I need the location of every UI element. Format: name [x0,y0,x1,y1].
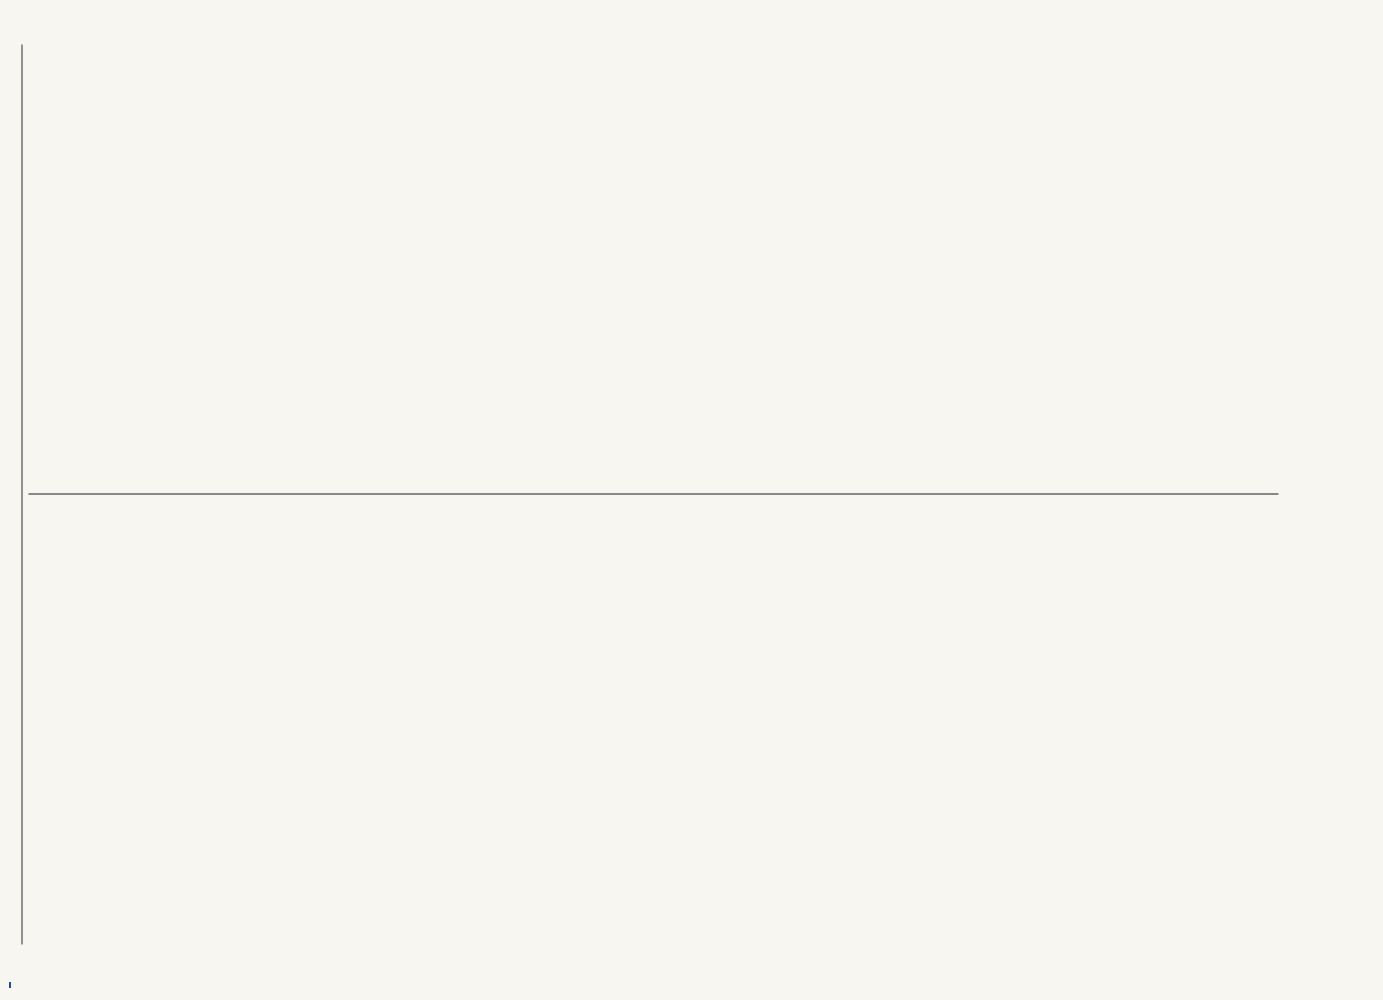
digitization-credit [2,14,18,994]
dfg-logo [9,982,11,988]
right-column [28,44,1278,494]
left-column [28,495,1278,945]
text-columns [28,44,1278,944]
